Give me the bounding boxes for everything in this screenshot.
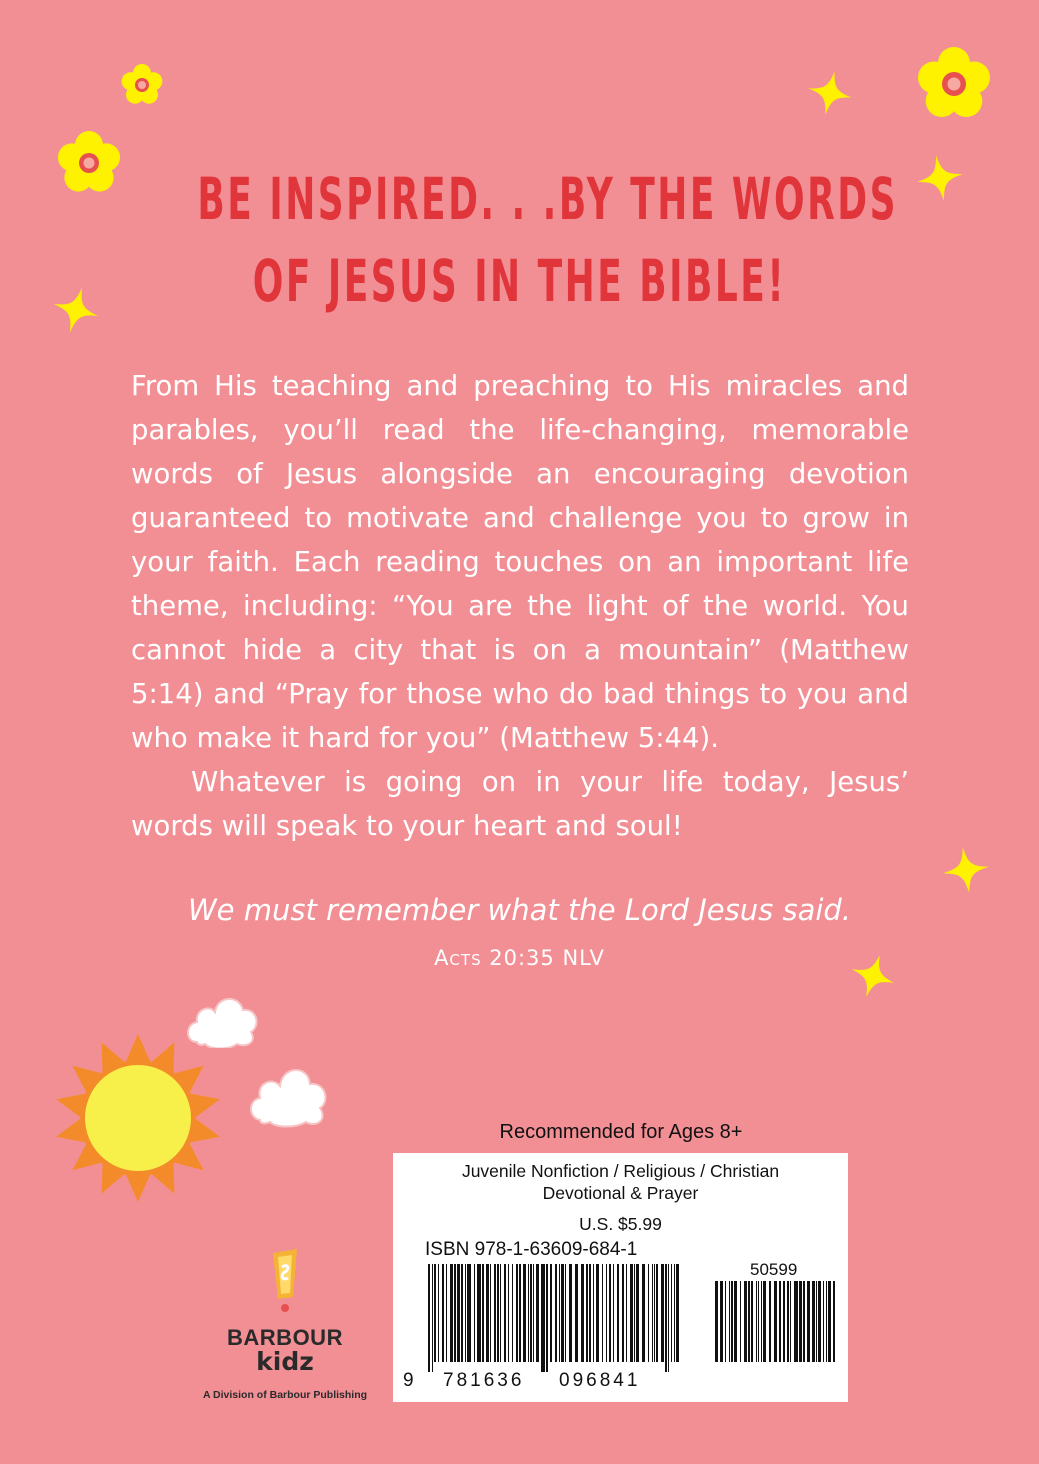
headline <box>197 158 898 322</box>
isbn: ISBN 978-1-63609-684-1 <box>425 1239 638 1260</box>
barcode-icon <box>426 1264 682 1372</box>
logo-icon <box>270 1247 300 1317</box>
cloud-icon <box>248 1056 332 1128</box>
recommended-ages: Recommended for Ages 8+ <box>499 1121 743 1143</box>
book-description <box>131 364 909 848</box>
star-icon <box>942 846 990 894</box>
description-paragraph-2: Whatever is going on in your life today, Jesus’ words will speak to your heart and soul! <box>131 766 909 842</box>
price-code: 50599 <box>750 1260 798 1279</box>
publisher-imprint: kidz <box>256 1347 314 1376</box>
barcode-digits-1: 781636 <box>443 1370 525 1391</box>
flower-icon <box>912 42 996 126</box>
star-icon <box>52 286 100 334</box>
flower-icon <box>52 126 126 200</box>
sun-icon <box>50 1030 226 1206</box>
headline-line-1: BE INSPIRED. . .BY THE WORDS <box>197 165 898 233</box>
category-line-2: Devotional & Prayer <box>542 1183 699 1203</box>
category-line-1: Juvenile Nonfiction / Religious / Christian <box>461 1161 780 1181</box>
star-icon <box>916 154 964 202</box>
price: U.S. $5.99 <box>579 1214 662 1234</box>
description-paragraph-1: From His teaching and preaching to His miracles and parables, you’ll read the life-changing, memorable words of Jesus alongside an encouraging devotion guaranteed to motivate and challenge you to grow in your faith. Each reading touches on an important life theme, including: “You are the light of the world. You cannot hide a city that is on a mountain” (Matthew 5:14) and “Pray for those who do bad things to you and who make it hard for you” (Matthew 5:44). <box>131 370 909 754</box>
scripture-reference: Acts 20:35 NLV <box>434 946 605 970</box>
barcode-icon <box>713 1281 838 1372</box>
barcode-digits-2: 096841 <box>559 1370 641 1391</box>
publisher-name: BARBOUR <box>227 1325 343 1350</box>
barcode-panel <box>393 1153 848 1402</box>
headline-line-2: OF JESUS IN THE BIBLE! <box>252 247 787 315</box>
star-icon <box>807 70 853 116</box>
barcode-lead-digit: 9 <box>403 1370 414 1391</box>
publisher-division: A Division of Barbour Publishing <box>202 1389 368 1401</box>
scripture-quote: We must remember what the Lord Jesus said. <box>187 893 852 927</box>
flower-icon <box>117 60 167 110</box>
